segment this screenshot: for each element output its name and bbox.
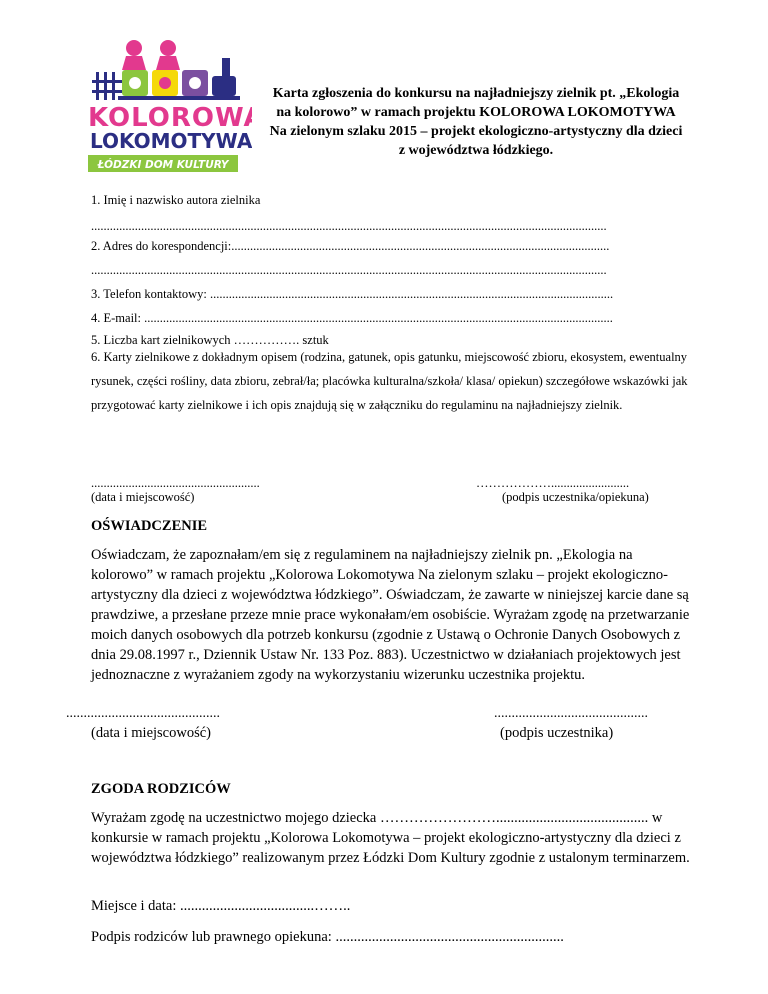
field-author-name-label: 1. Imię i nazwisko autora zielnika [91,193,261,207]
signature1-sign-line[interactable]: ………………......................... [476,476,630,490]
consent-body: Wyrażam zgodę na uczestnictwo mojego dziecka …………………….......................................... w konkursie w ramach projektu „Kolorowa Lokomotywa – projekt ekologiczno-artystyczny dla dzieci z województwa łódzkiego” realizowanym przez Łódzki Dom Kultury zgodnie z ustalonym terminarzem. [91,810,690,866]
statement-heading: OŚWIADCZENIE [91,518,208,534]
consent-place-date[interactable]: Miejsce i data: .....................................…….. [91,898,351,914]
signature2-sign-line[interactable]: ............................................ [494,706,648,721]
signature2-date-line[interactable]: ............................................ [66,706,220,721]
logo-chimney-icon [222,58,230,76]
logo-engine-icon [212,76,236,96]
field-email[interactable]: 4. E-mail: ...................................................................................................................................................... [91,311,613,325]
logo-graphic [82,36,252,176]
logo-flower-icon [189,77,201,89]
logo-flower-icon [129,77,141,89]
logo-word-lokomotywa: LOKOMOTYWA [90,129,252,153]
field-phone[interactable]: 3. Telefon kontaktowy: ................................................................................................................................. [91,287,614,301]
consent-parent-signature[interactable]: Podpis rodziców lub prawnego opiekuna: ............................................................... [91,929,564,945]
logo-child-head-icon [160,40,176,56]
signature1-sign-caption: (podpis uczestnika/opiekuna) [502,490,649,504]
consent-heading: ZGODA RODZICÓW [91,781,231,797]
signature1-date-line[interactable]: ...................................................... [91,476,260,490]
field-cards-description: 6. Karty zielnikowe z dokładnym opisem (rodzina, gatunek, opis gatunku, miejscowość zbioru, ekosystem, ewentualny rysunek, części rośliny, data zbioru, zebrał/ła; placówka kulturalna/szkoła/ klasa/ opiekun) szczegółowe wskazówki jak przygotować karty zielnikowe i ich opis znajdują się w załączniku do regulaminu na najładniejszy zielnik. [91,350,688,412]
signature1-date-caption: (data i miejscowość) [91,490,195,504]
signature2-date-caption: (data i miejscowość) [91,725,211,741]
signature2-sign-caption: (podpis uczestnika) [500,725,614,741]
logo-banner-text: ŁÓDZKI DOM KULTURY [97,159,229,171]
logo-rail-icon [118,96,240,100]
field-address-label[interactable]: 2. Adres do korespondencji:......................................................................................................................... [91,239,610,253]
kolorowa-lokomotywa-logo [82,36,252,176]
logo-word-kolorowa: KOLOROWA [88,103,252,133]
form-title: Karta zgłoszenia do konkursu na najładniejszy zielnik pt. „Ekologia na kolorowo” w ramach projektu KOLOROWA LOKOMOTYWA Na zielonym szlaku 2015 – projekt ekologiczno-artystyczny dla dzieci z województwa łódzkiego. [269,86,683,158]
field-address-line[interactable]: ..................................................................................................................................................................... [91,263,607,277]
logo-child-body-icon [122,56,146,70]
logo-flower-icon [159,77,171,89]
field-card-count[interactable]: 5. Liczba kart zielnikowych ……………. sztuk [91,333,329,347]
logo-fence-icon [92,72,122,100]
logo-child-head-icon [126,40,142,56]
statement-body: Oświadczam, że zapoznałam/em się z regulaminem na najładniejszy zielnik pn. „Ekologia na kolorowo” w ramach projektu „Kolorowa Lokomotywa Na zielonym szlaku – projekt ekologiczno-artystyczny dla dzieci z województwa łódzkiego”. Oświadczam, że zawarte w niniejszej karcie dane są prawdziwe, a przesłane przeze mnie prace wykonałam/em osobiście. Wyrażam zgodę na przetwarzanie moich danych osobowych dla potrzeb konkursu (zgodnie z Ustawą o Ochronie Danych Osobowych z dnia 29.08.1997 r., Dziennik Ustaw Nr. 133 Poz. 883). Uczestnictwo w działaniach projektowych jest jednoznaczne z wyrażaniem zgody na wykorzystaniu wizerunku uczestnika projektu. [91,547,690,683]
field-author-name-line[interactable]: ..................................................................................................................................................................... [91,219,607,233]
logo-child-body-icon [156,56,180,70]
